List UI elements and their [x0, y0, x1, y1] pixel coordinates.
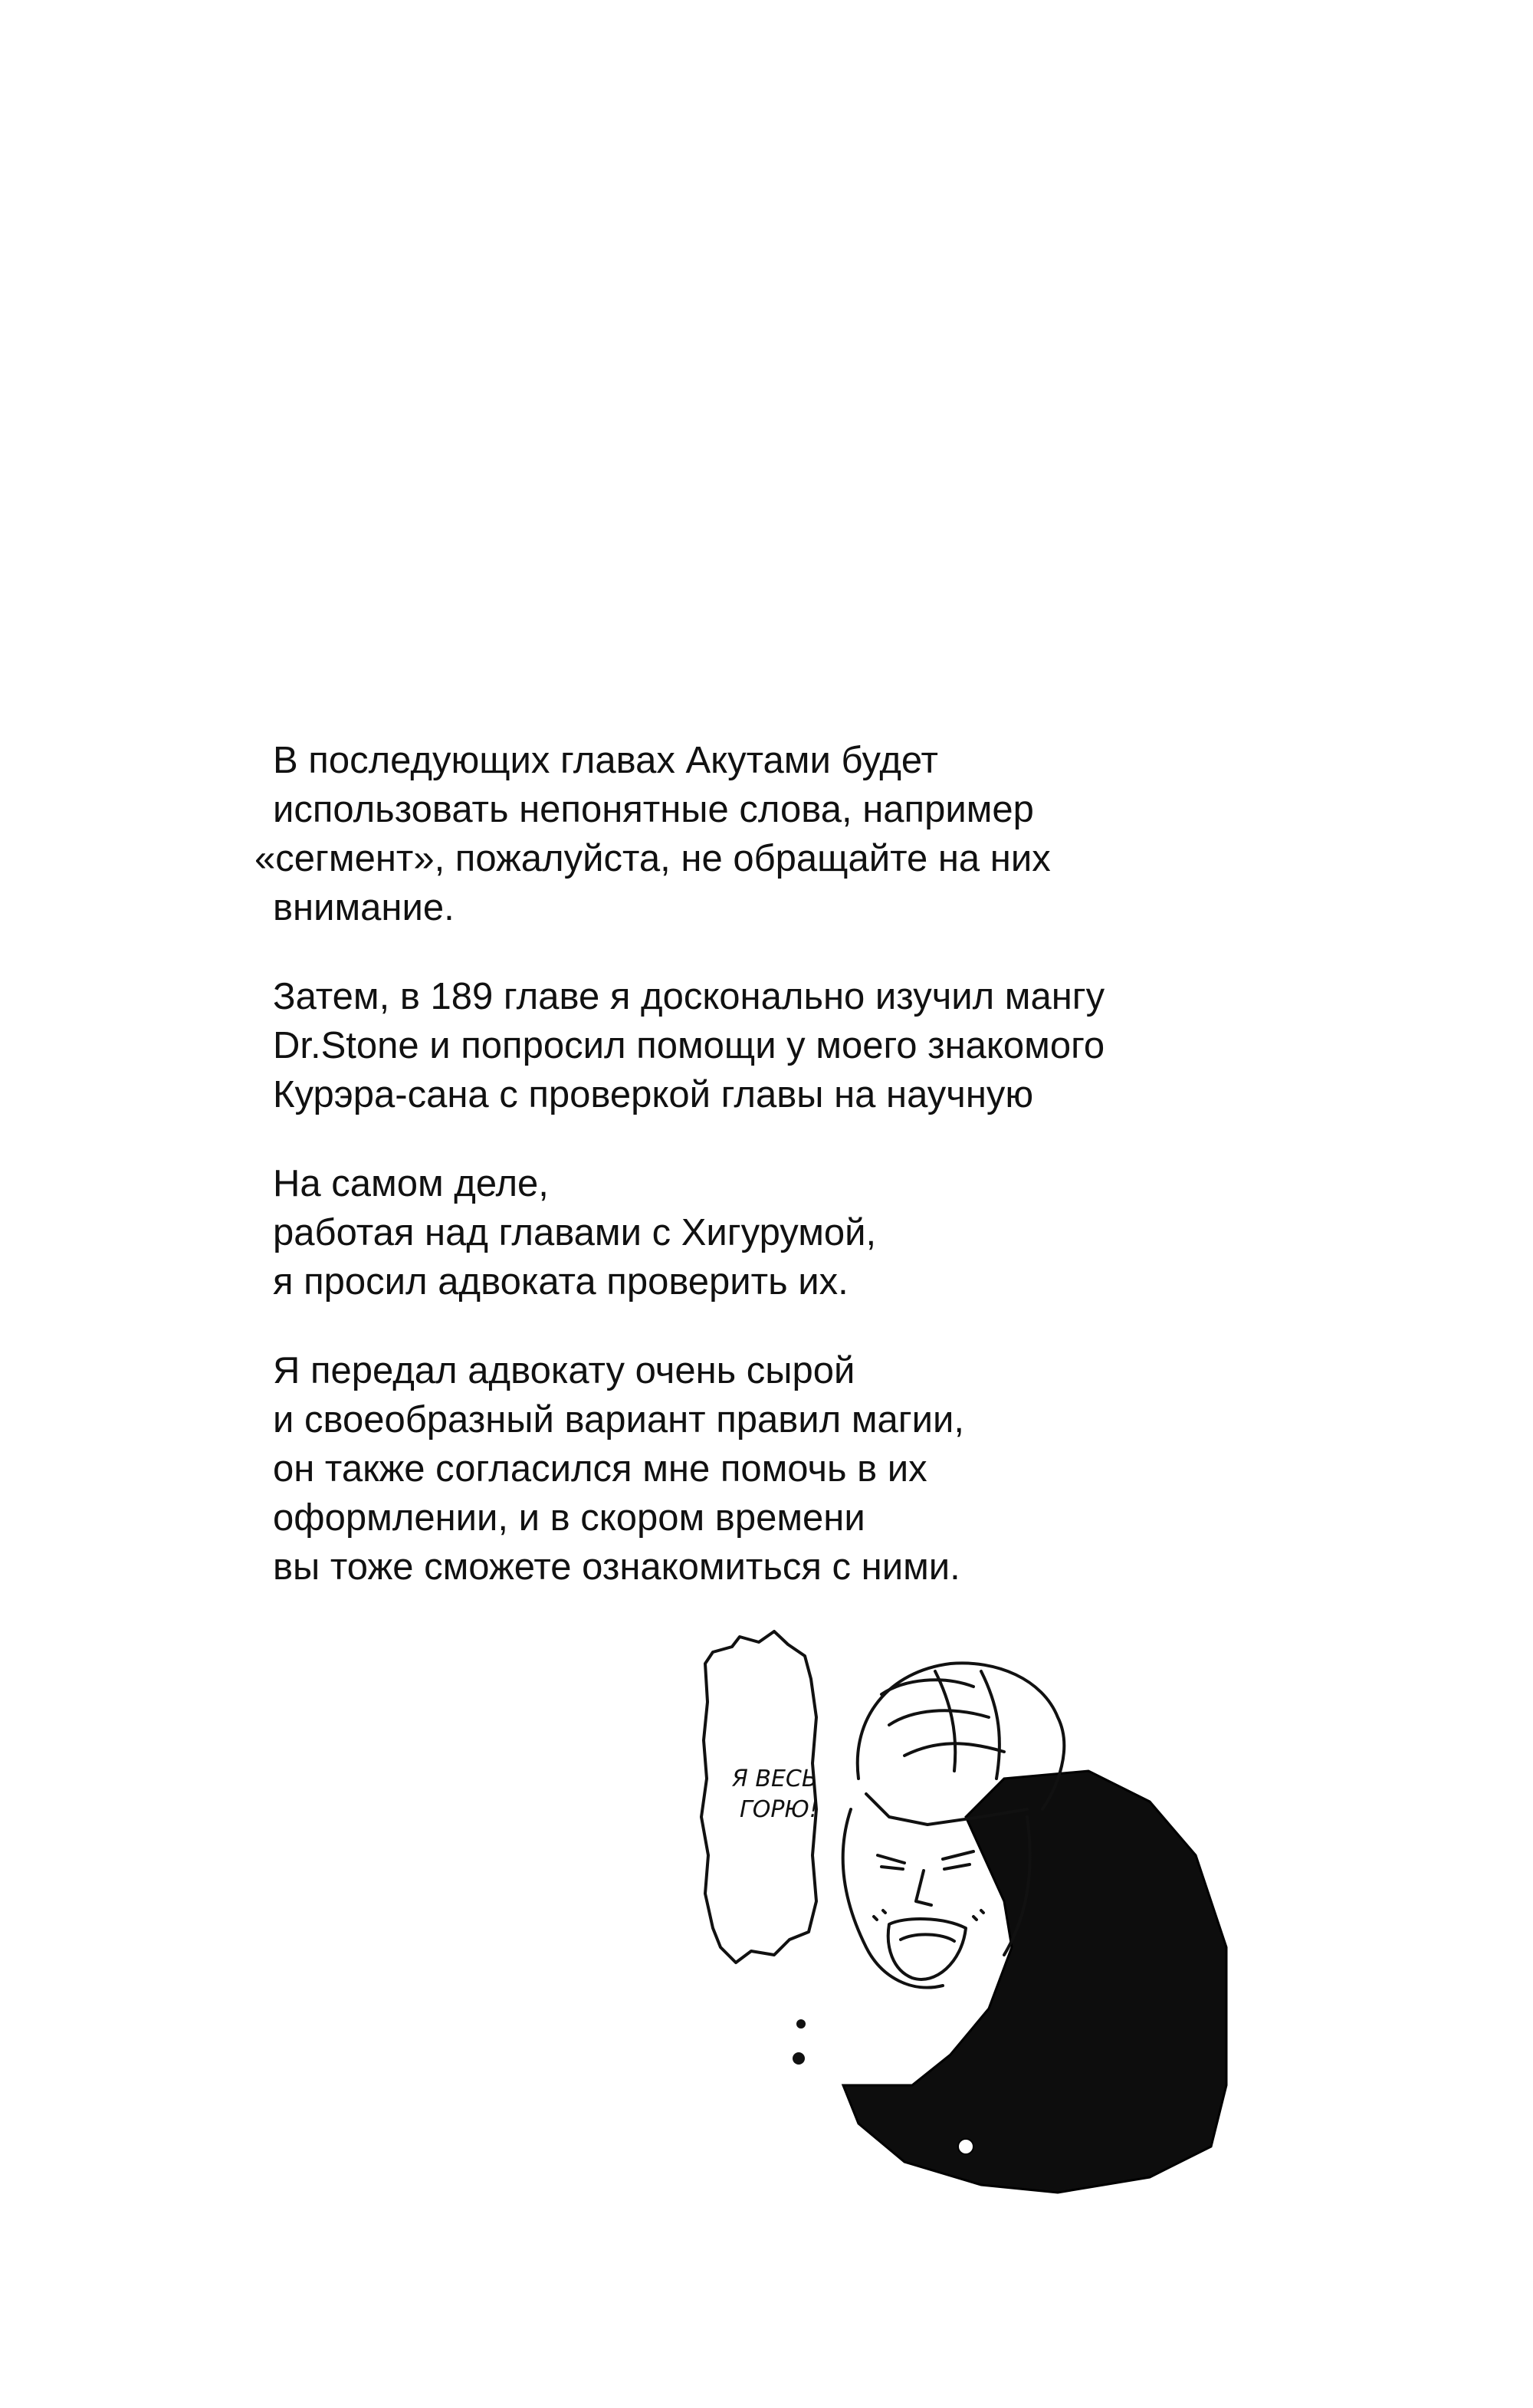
bubble-line-2: ГОРЮ!: [740, 1796, 819, 1823]
speech-bubble: [701, 1631, 819, 1963]
sweat-drops: [793, 2019, 806, 2065]
note-line: вы тоже сможете ознакомиться с ними.: [273, 1546, 960, 1588]
note-paragraph-3: [273, 1159, 1346, 1306]
note-paragraph-1: [254, 736, 1346, 932]
jacket-button: [958, 2139, 973, 2154]
note-line: Курэра-сана с проверкой главы на научную: [273, 1074, 1034, 1115]
author-note: [254, 736, 1346, 1631]
note-line: он также согласился мне помочь в их: [273, 1448, 927, 1490]
note-line: использовать непонятные слова, например: [273, 789, 1034, 830]
bubble-line-1: Я ВЕСЬ: [732, 1766, 818, 1792]
note-paragraph-4: [273, 1346, 1346, 1592]
note-line: Я передал адвокату очень сырой: [273, 1350, 855, 1391]
note-line: «сегмент», пожалуйста, не обращайте на них: [254, 838, 1051, 879]
note-line: Dr.Stone и попросил помощи у моего знакомого: [273, 1025, 1105, 1066]
note-line: оформлении, и в скором времени: [273, 1497, 865, 1539]
note-line: В последующих главах Акутами будет: [273, 740, 938, 781]
note-line: На самом деле,: [273, 1163, 549, 1204]
note-line: внимание.: [273, 887, 455, 928]
note-line: Затем, в 189 главе я досконально изучил мангу: [273, 976, 1105, 1017]
note-paragraph-2: [273, 972, 1346, 1119]
character-illustration: [659, 1625, 1257, 2269]
note-line: я просил адвоката проверить их.: [273, 1261, 849, 1303]
note-line: и своеобразный вариант правил магии,: [273, 1399, 965, 1441]
note-line: работая над главами с Хигурумой,: [273, 1212, 877, 1253]
